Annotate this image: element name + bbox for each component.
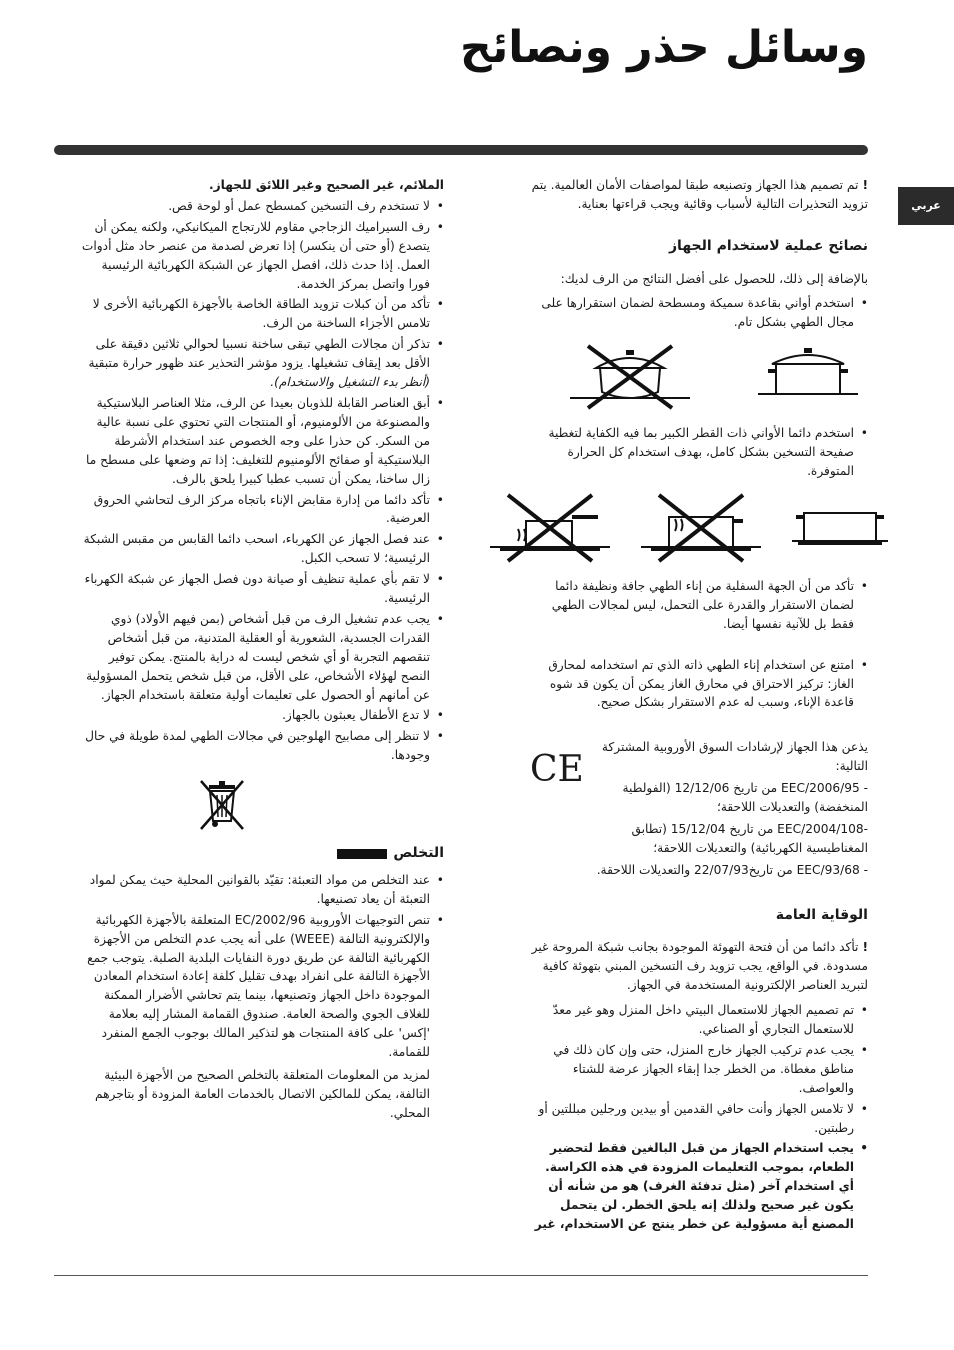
list-item: • رف السيراميك الزجاجي مقاوم للارتجاج الميكانيكي، ولكنه يمكن أن يتصدع (أو حتى أن ينكسر) إذا تعرض لصدمة من عنصر حاد مثل أدوات العمل. إذا حدث ذلك، افصل الجهاز عن الشبكة الكهربائية الرئيسية فورا واتصل بمركز الخدمة. bbox=[80, 218, 430, 294]
pot-base-illustration bbox=[530, 342, 868, 410]
crossed-wheelie-bin-icon bbox=[195, 777, 249, 835]
heading-bar bbox=[337, 849, 387, 859]
disposal-note: لمزيد من المعلومات المتعلقة بالتخلص الصحيح من الأجهزة البيئية التالفة، يمكن للمالكين الاتصال بالخدمات العامة المزودة أو بتاجرهم المحلي. bbox=[94, 1067, 430, 1120]
correct-size-pot-icon bbox=[792, 491, 888, 557]
left-column bbox=[80, 176, 444, 1129]
list-item: • تم تصميم الجهاز للاستعمال البيتي داخل المنزل وهو غير معدّ للاستعمال التجاري أو الصناعي. bbox=[530, 1001, 854, 1039]
list-item: • يجب عدم تركيب الجهاز خارج المنزل، حتى وإن كان ذلك في مناطق مغطاة. من الخطر جدا إبقاء الجهاز عرضة للشتاء والعواصف. bbox=[530, 1041, 854, 1098]
list-item: • تأكد من أن الجهة السفلية من إناء الطهي جافة ونظيفة دائما لضمان الاستقرار والقدرة على التحمل، ليس لمجالات الطهي فقط بل للآنية نفسها أيضا. bbox=[530, 577, 854, 634]
list-item: • يجب استخدام الجهاز من قبل البالغين فقط لتحضير الطعام، بموجب التعليمات المزودة في هذه الكراسة. أي استخدام آخر (مثل تدفئة الغرف) هو من شأنه أن يكون غير صحيح ولذلك إنه يلحق الخطر. لن يتحمل المصنع أية مسؤولية عن خطر ينتج عن الاستخدام، غير bbox=[530, 1139, 854, 1234]
pot-size-illustration bbox=[490, 491, 888, 563]
disposal-heading-row bbox=[80, 843, 444, 865]
safety-list bbox=[530, 1001, 868, 1234]
list-item: • يجب عدم تشغيل الرف من قبل أشخاص (بمن فيهم الأولاد) ذوي القدرات الجسدية، الشعورية أو العقلية المتدنية، من قبل أشخاص تنقصهم التجربة أو أي شخص ليست له دراية بالمنتج. يمكن توفير النصح لهؤلاء الأشخاص، على الأقل، من قبل شخص يتحمل المسؤولية عن أمانهم أو الحصول على تعليمات أولية متعلقة باستخدام الجهاز. bbox=[80, 610, 430, 705]
tiny-pot-icon bbox=[490, 491, 610, 563]
right-column bbox=[530, 176, 868, 1238]
list-item: • تأكد من أن كبلات تزويد الطاقة الخاصة بالأجهزة الكهربائية الأخرى لا تلامس الأجزاء الساخنة من الرف. bbox=[80, 295, 430, 333]
list-item: • عند فصل الجهاز عن الكهرباء، اسحب دائما القابس من مقبس الشبكة الرئيسية؛ لا تسحب الكبل. bbox=[80, 530, 430, 568]
safety-intro: !تأكد دائما من أن فتحة التهوئة الموجودة بجانب شبكة المروحة غير مسدودة. في الواقع، يجب تزويد رف التسخين المبني بتهوئة كافية لتبريد العناصر الإلكترونية المستخدمة في الجهاز. bbox=[531, 940, 868, 993]
correct-pot-icon bbox=[758, 342, 858, 404]
list-item: • تأكد دائما من إدارة مقابض الإناء باتجاه مركز الرف لتحاشي الحروق العرضية. bbox=[80, 491, 430, 529]
ce-directive: -2004/108/EEC من تاريخ 15/12/04 (تطابق المغناطيسية الكهربائية) والتعديلات اللاحقة؛ bbox=[631, 822, 868, 855]
list-item: • عند التخلص من مواد التعبئة: تقيّد بالقوانين المحلية حيث يمكن لمواد التعبئة أن يعاد تصنيعها. bbox=[80, 871, 430, 909]
wrong-pot-icon bbox=[570, 342, 690, 410]
list-item: • لا تستخدم رف التسخين كمسطح عمل أو لوحة قص. bbox=[80, 197, 430, 216]
list-item: • لا تدع الأطفال يعبثون بالجهاز. bbox=[80, 706, 430, 725]
disposal-list bbox=[80, 871, 444, 1062]
intro-paragraph: !تم تصميم هذا الجهاز وتصنيعه طبقا لمواصفات الأمان العالمية. يتم تزويد التحذيرات التالية لأسباب وقائية ويجب قراءتها بعناية. bbox=[531, 178, 868, 211]
page-title: وسائل حذر ونصائح bbox=[459, 22, 868, 73]
weee-symbol bbox=[80, 777, 444, 835]
list-item: • لا تنظر إلى مصابيح الهلوجين في مجالات الطهي لمدة طويلة في حال وجودها. bbox=[80, 727, 430, 765]
list-item: • استخدم أواني بقاعدة سميكة ومسطحة لضمان استقرارها على مجال الطهي بشكل تام. bbox=[530, 294, 854, 332]
disposal-heading: التخلص bbox=[393, 845, 444, 862]
continued-lead: الملائم، غير الصحيح وغير اللائق للجهاز. bbox=[209, 178, 444, 192]
safety-heading: الوقاية العامة bbox=[775, 906, 868, 923]
precautions-list bbox=[80, 197, 444, 765]
list-item: • تذكر أن مجالات الطهي تبقى ساخنة نسبيا لحوالي ثلاثين دقيقة على الأقل بعد إيقاف تشغيلها. يزود مؤشر التحذير عند ظهور حرارة متبقية (أنظر بدء التشغيل والاستخدام). bbox=[80, 335, 430, 392]
ce-mark-icon: CE bbox=[530, 749, 584, 791]
ce-lead: يذعن هذا الجهاز لإرشادات السوق الأوروبية المشتركة التالية: bbox=[601, 740, 868, 774]
ce-directive: - 93/68/EEC من تاريخ22/07/93 والتعديلات اللاحقة. bbox=[596, 862, 868, 877]
warning-mark: ! bbox=[862, 940, 868, 955]
small-pot-icon bbox=[641, 491, 761, 563]
usage-heading: نصائح عملية لاستخدام الجهاز bbox=[669, 237, 868, 254]
list-item: • أبق العناصر القابلة للذوبان بعيدا عن الرف، مثلا العناصر البلاستيكية والمصنوعة من الألومنيوم، أو المنتجات التي تحتوي على نسبة عالية من السكر. كن حذرا على وجه الخصوص عند استخدام الأشرطة البلاستيكية أو صفائح الألومنيوم للتغليف: إذا تم وضعها على مسطح ما زال ساخنا، يمكن أن تسبب عطبا كبيرا يلحق بالرف. bbox=[80, 394, 430, 489]
list-item: • امتنع عن استخدام إناء الطهي ذاته الذي تم استخدامه لمحارق الغاز: تركيز الاحتراق في محارق الغاز يمكن أن يكون قد شوه قاعدة الإناء، وسبب له عدم الاستقرار بشكل صحيح. bbox=[530, 656, 854, 713]
language-tab[interactable]: عربي bbox=[898, 187, 954, 225]
usage-lead: بالإضافة إلى ذلك، للحصول على أفضل النتائج من الرف لديك: bbox=[560, 271, 868, 286]
list-item: • تنص التوجيهات الأوروبية 2002/96/EC المتعلقة بالأجهزة الكهربائية والإلكترونية التالفة (WEEE) على أنه يجب عدم التخلص من الأجهزة الكهربائية التالفة عن طريق دورة النفايات البلدية الصلبة. يتوجب جمع الأجهزة التالفة على انفراد بهدف تقليل كلفة إعادة استخدام المعادن الموجودة داخل الجهاز وتصنيعها، بينما يتم تحاشي الأضرار الممكنة للغلاف الجوي والصحة العامة. صندوق القمامة المشار إليه بعلامة 'إكس' على كافة المنتجات هو لتذكير المالك بوجوب الجمع المنفرد للقمامة. bbox=[80, 911, 430, 1062]
list-item: • لا تلامس الجهاز وأنت حافي القدمين أو بيدين ورجلين مبللتين أو رطبتين. bbox=[530, 1100, 854, 1138]
ce-compliance bbox=[530, 738, 868, 882]
ce-directive: - 2006/95/EEC من تاريخ 12/12/06 (الفولطية المنخفضة) والتعديلات اللاحقة؛ bbox=[622, 781, 868, 815]
title-divider bbox=[54, 145, 868, 155]
cross-reference: (أنظر بدء التشغيل والاستخدام). bbox=[270, 375, 430, 390]
footer-divider bbox=[54, 1275, 868, 1276]
usage-list bbox=[530, 294, 868, 332]
list-item: • لا تقم بأي عملية تنظيف أو صيانة دون فصل الجهاز عن شبكة الكهرباء الرئيسية. bbox=[80, 570, 430, 608]
warning-mark: ! bbox=[862, 178, 868, 192]
list-item: • استخدم دائما الأواني ذات القطر الكبير بما فيه الكفاية لتغطية صفيحة التسخين بشكل كامل، بهدف استخدام كل الحرارة المتوفرة. bbox=[530, 424, 854, 481]
